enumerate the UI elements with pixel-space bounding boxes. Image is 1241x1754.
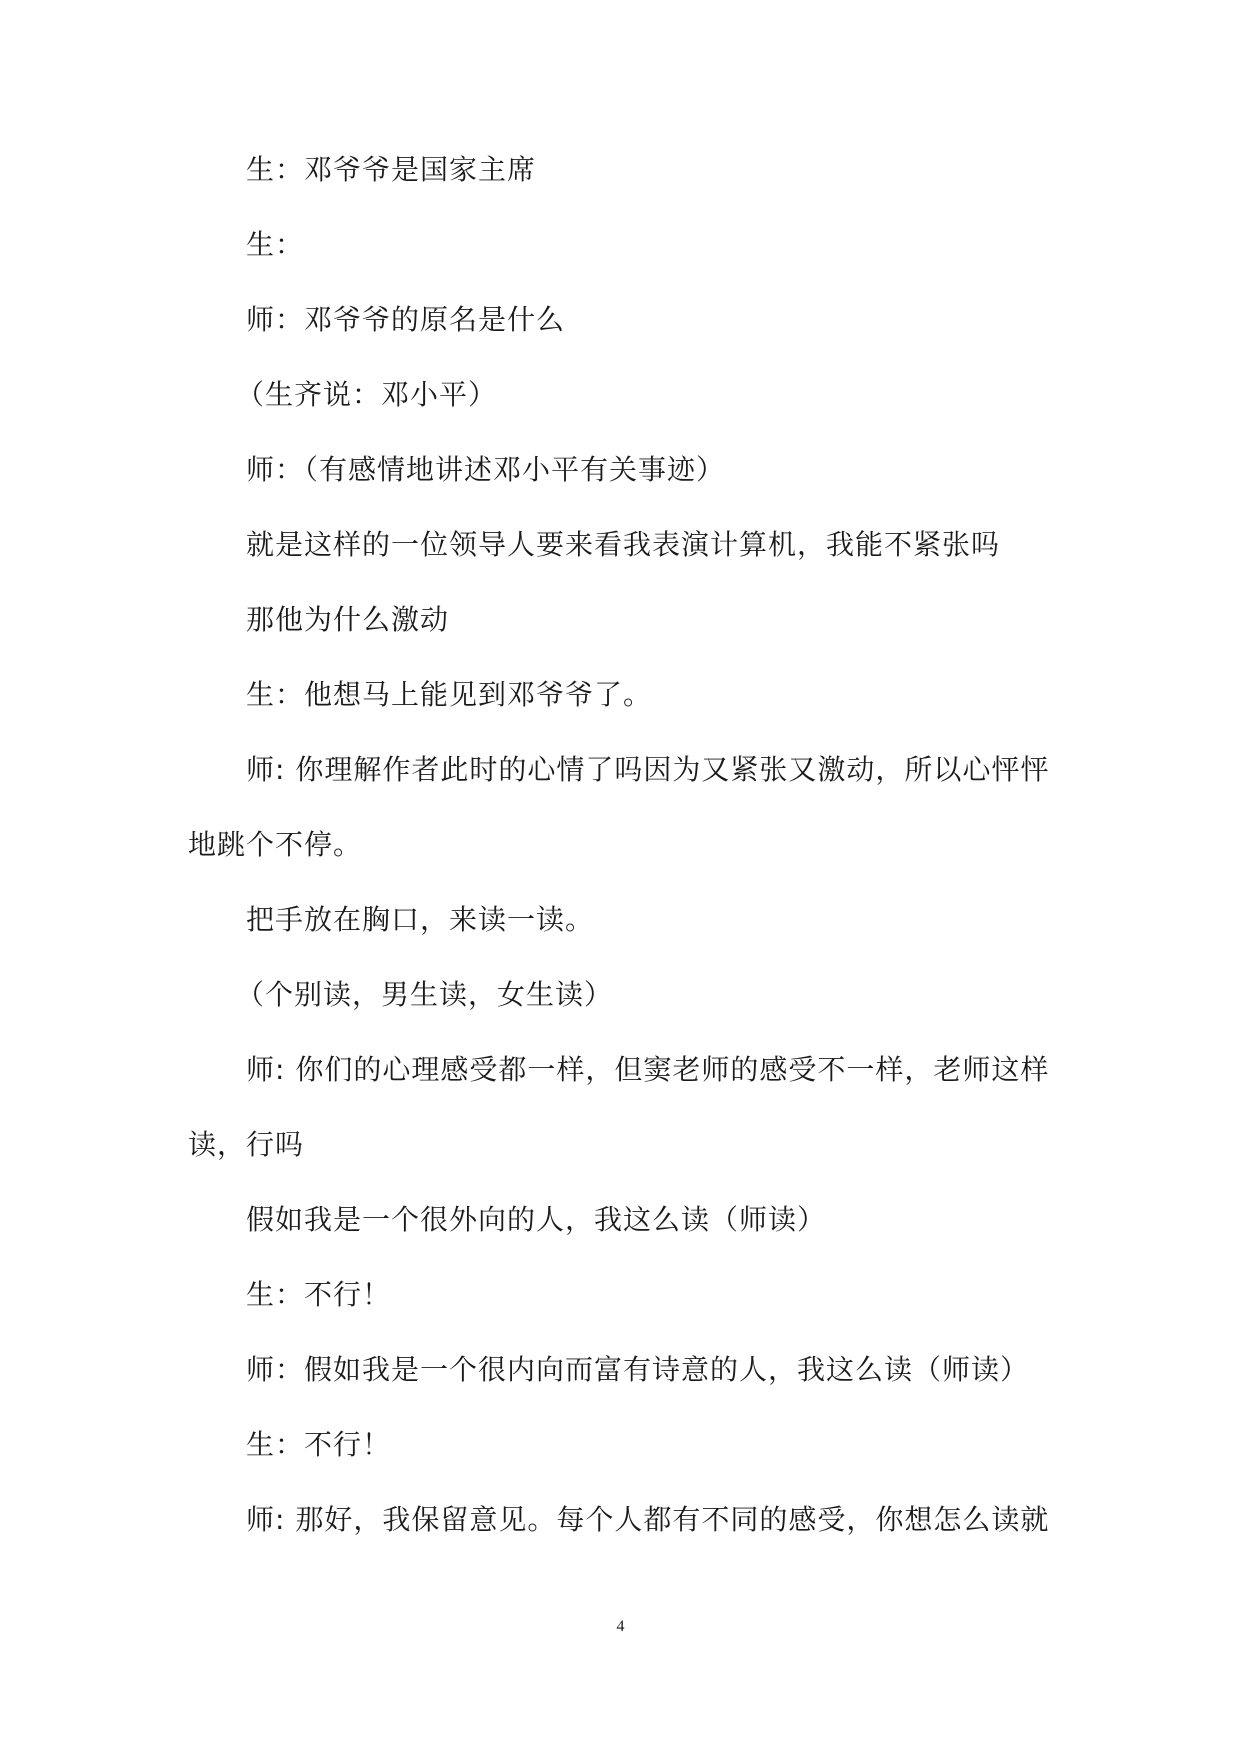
text-line: 师: 那好，我保留意见。每个人都有不同的感受，你想怎么读就: [246, 1503, 1050, 1536]
text-line: 读，行吗: [188, 1128, 305, 1161]
text-line: 把手放在胸口，来读一读。: [246, 903, 595, 936]
text-line: 那他为什么激动: [246, 603, 450, 636]
text-line: （个别读，男生读，女生读）: [236, 978, 614, 1011]
text-line: 师：（有感情地讲述邓小平有关事迹）: [246, 453, 726, 486]
text-line: （生齐说：邓小平）: [236, 378, 498, 411]
text-line: 师：假如我是一个很内向而富有诗意的人，我这么读（师读）: [246, 1353, 1030, 1386]
text-line: 师：邓爷爷的原名是什么: [246, 303, 566, 336]
text-line: 生：: [246, 228, 305, 261]
text-line: 生：不行！: [246, 1278, 392, 1311]
text-line: 就是这样的一位领导人要来看我表演计算机，我能不紧张吗: [246, 528, 1001, 561]
text-line: 生：他想马上能见到邓爷爷了。: [246, 678, 653, 711]
text-line: 师: 你们的心理感受都一样，但窦老师的感受不一样，老师这样: [246, 1053, 1050, 1086]
text-line: 师: 你理解作者此时的心情了吗因为又紧张又激动，所以心怦怦: [246, 753, 1050, 786]
text-line: 生：邓爷爷是国家主席: [246, 153, 537, 186]
text-line: 地跳个不停。: [188, 828, 363, 861]
text-line: 生：不行！: [246, 1428, 392, 1461]
page-number: 4: [616, 1618, 625, 1635]
text-line: 假如我是一个很外向的人，我这么读（师读）: [246, 1203, 827, 1236]
